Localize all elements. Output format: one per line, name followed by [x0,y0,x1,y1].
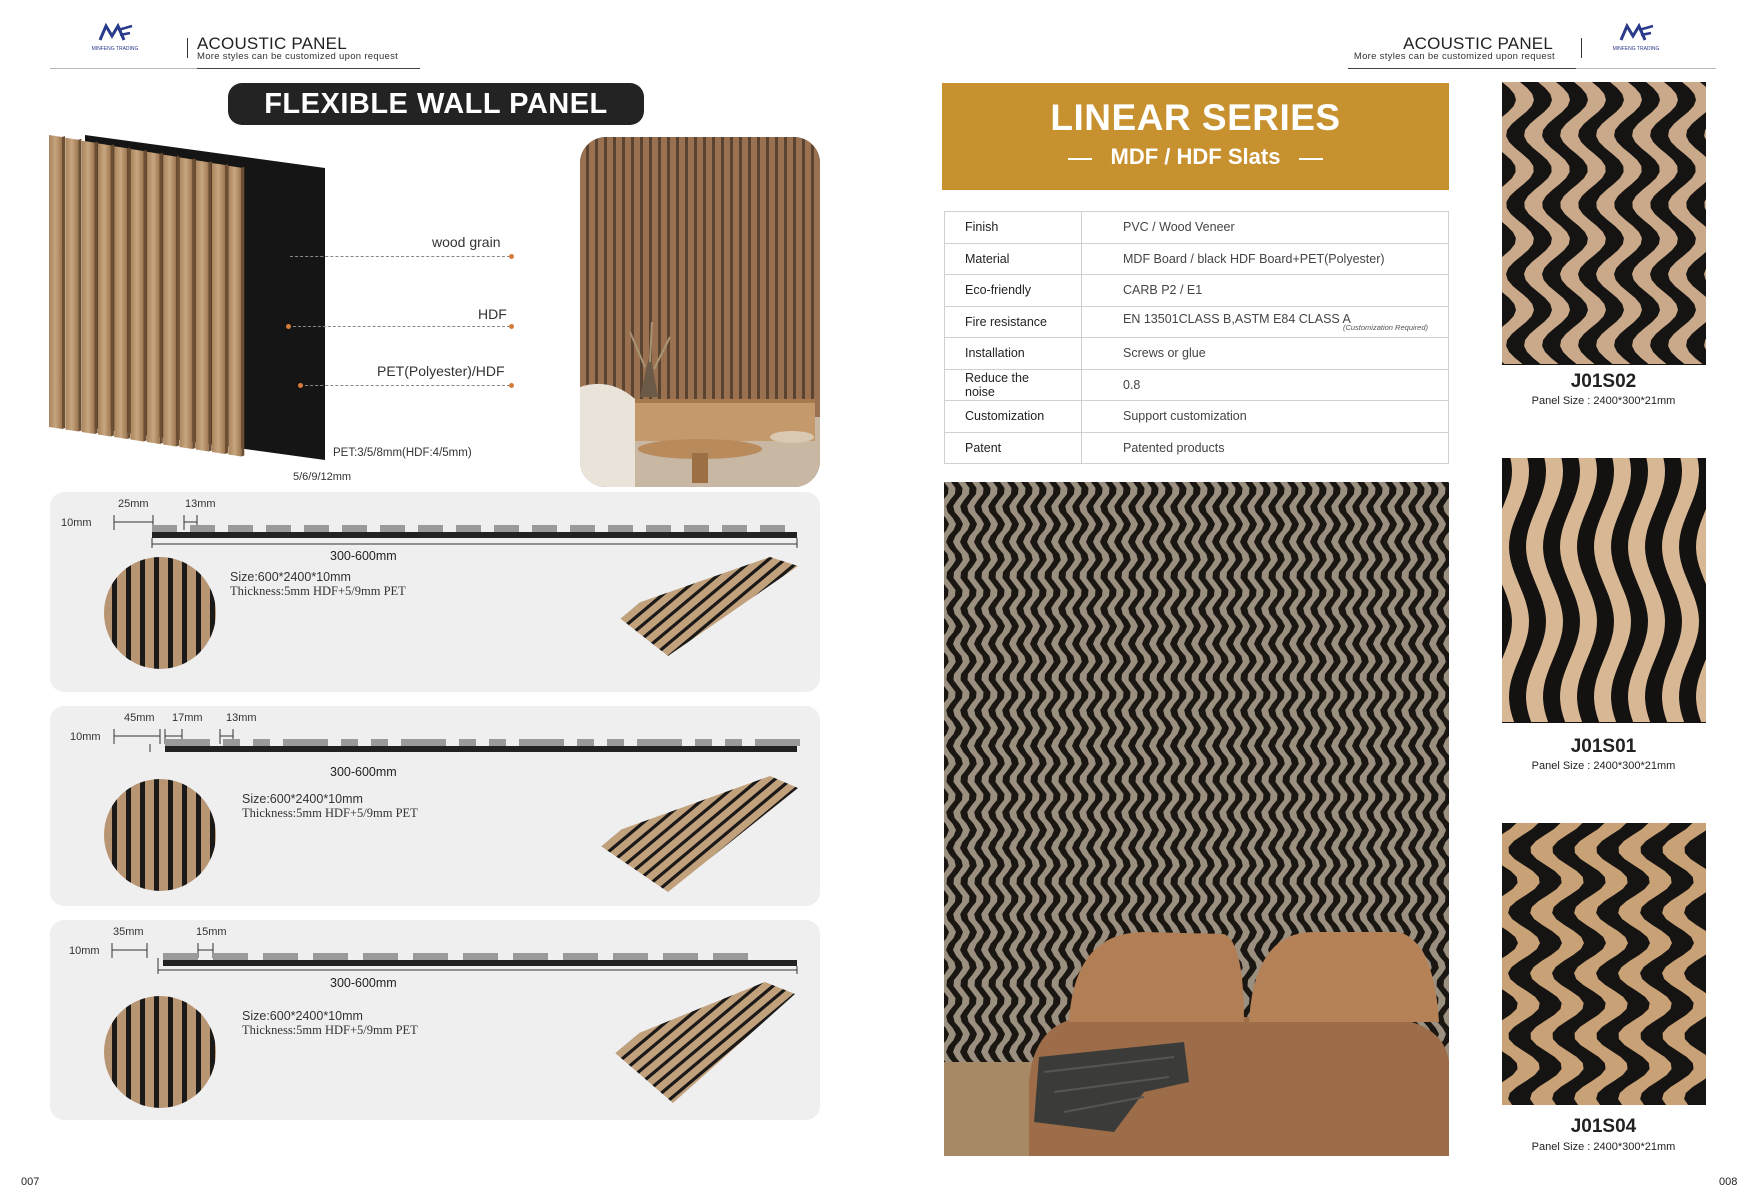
header-rule-accent [1348,68,1576,69]
spec-key: Material [945,243,1082,275]
panel-perspective [605,978,800,1108]
wood-slat-edge [209,161,212,451]
label-pet-thickness: PET:3/5/8mm(HDF:4/5mm) [333,447,472,459]
range-label: 300-600mm [330,765,397,779]
profile-slat [341,739,358,746]
profile-slat [646,525,671,532]
spec-value [1082,401,1449,433]
leader-dot [509,254,514,259]
series-title: LINEAR SERIES [1050,97,1341,138]
photo-slat [670,137,676,427]
spec-key: Eco-friendly [945,275,1082,307]
profile-slat [304,525,329,532]
product-swatch-j01s02 [1502,82,1706,365]
spec-row [945,306,1449,338]
dim-gap-width: 13mm [185,498,216,510]
wood-slat [196,160,209,451]
profile-slat [283,739,328,746]
spec-value [1082,212,1449,244]
profile-slat [695,739,712,746]
label-hdf: HDF [478,306,507,322]
room-photo [944,482,1449,1156]
profile-slat [607,739,624,746]
photo-slat [688,137,694,427]
dim-slat-width-2: 17mm [172,712,203,724]
profile-slat [760,525,785,532]
spec-value [1082,369,1449,401]
thickness-text: Thickness:5mm HDF+5/9mm PET [242,1023,418,1037]
panel-perspective [590,772,800,897]
photo-slat [607,137,613,427]
slat-detail-circle [103,778,217,892]
profile-slat [613,953,648,960]
product-code: J01S01 [1570,736,1637,757]
dim-slat-width: 35mm [113,926,144,938]
profile-slat [459,739,476,746]
wood-slat-edge [176,156,179,447]
profile-slat [266,525,291,532]
photo-slat [679,137,685,427]
profile-slat [213,953,248,960]
dim-height: 10mm [70,731,101,743]
profile-slat [663,953,698,960]
photo-slat [814,137,820,427]
profile-slat [532,525,557,532]
range-label: 300-600mm [330,976,397,990]
spec-value [1082,243,1449,275]
wood-slat [114,146,127,439]
spec-row [945,432,1449,464]
dim-gap-width: 15mm [196,926,227,938]
profile-slat [401,739,446,746]
wood-slat-edge [144,150,147,442]
spec-key: Fire resistance [945,306,1082,338]
profile-slat [684,525,709,532]
header-divider [1581,38,1582,58]
spec-key: Installation [945,338,1082,370]
spec-value [1082,306,1449,338]
profile-slat [463,953,498,960]
wood-slat [147,152,160,444]
spec-row [945,275,1449,307]
header-title: ACOUSTIC PANEL [1403,34,1553,53]
range-label: 300-600mm [330,549,397,563]
photo-slat [769,137,775,427]
profile-slat [152,525,177,532]
profile-slat [577,739,594,746]
panel-layers-illustration [45,135,335,480]
wood-slat [179,157,192,449]
label-slat-thickness: 5/6/9/12mm [293,471,352,483]
photo-slat [742,137,748,427]
wood-slat [163,155,176,447]
dim-gap-width: 13mm [226,712,257,724]
spec-row [945,369,1449,401]
profile-slat [190,525,215,532]
photo-slat [778,137,784,427]
dim-height: 10mm [69,945,100,957]
header-subtitle: More styles can be customized upon request [197,51,399,62]
profile-slat [313,953,348,960]
header-divider [187,38,188,58]
photo-slat [805,137,811,427]
photo-slat [697,137,703,427]
profile-slat [570,525,595,532]
profile-slat [363,953,398,960]
wood-slat-edge [62,136,65,429]
spec-key: Finish [945,212,1082,244]
profile-cross-section [100,508,800,548]
dim-height: 10mm [61,517,92,529]
logo-text: MINFENG TRADING [1612,46,1660,52]
product-size: Panel Size : 2400*300*21mm [1531,760,1676,772]
spec-row [945,212,1449,244]
profile-slat [489,739,506,746]
product-swatch-j01s01 [1502,458,1706,723]
leader-dot [509,383,514,388]
spec-table [944,211,1449,464]
banner-dash [1299,158,1323,160]
spec-value-text: Patented products [1123,440,1225,455]
photo-slat [751,137,757,427]
page-number: 007 [21,1176,40,1188]
profile-slat [713,953,748,960]
size-text: Size:600*2400*10mm [242,792,363,806]
product-code: J01S02 [1570,371,1637,392]
spec-key: Customization [945,401,1082,433]
profile-slat [228,525,253,532]
photo-slat [787,137,793,427]
leader-dot [286,324,291,329]
brand-logo [70,18,160,54]
label-wood-grain: wood grain [432,234,501,250]
size-text: Size:600*2400*10mm [230,570,351,584]
wood-slat-edge [225,164,228,454]
product-code: J01S04 [1570,1116,1637,1137]
header-subtitle: More styles can be customized upon request [1353,51,1555,62]
profile-slat [725,739,742,746]
product-size: Panel Size : 2400*300*21mm [1531,1141,1676,1153]
wood-slat [98,143,111,436]
leader-wood-grain [290,256,510,257]
label-pet: PET(Polyester)/HDF [377,363,505,379]
profile-card-3 [50,920,820,1120]
wood-slat [212,163,225,454]
leader-dot [298,383,303,388]
wood-slat [228,166,241,457]
photo-slat [733,137,739,427]
wood-slat-edge [241,167,244,457]
profile-slat [263,953,298,960]
leader-dot [509,324,514,329]
profile-slat [163,953,198,960]
spec-key: Patent [945,432,1082,464]
spec-note: (Customization Required) [1342,322,1428,332]
profile-slat [519,739,564,746]
header-rule-accent [197,68,420,69]
spec-value-text: MDF Board / black HDF Board+PET(Polyester) [1123,251,1385,266]
profile-slat [165,739,210,746]
profile-slat [722,525,747,532]
right-page [881,0,1762,1203]
wood-slat [49,135,62,429]
interior-photo [580,137,820,487]
photo-slat [661,137,667,427]
wood-slat-edge [192,158,195,449]
spec-value-text: EN 13501CLASS B,ASTM E84 CLASS A [1123,311,1351,326]
photo-slat [634,137,640,427]
profile-slat [637,739,682,746]
profile-slat [253,739,270,746]
spec-value-text: CARB P2 / E1 [1123,283,1203,298]
leader-hdf [288,326,510,327]
dim-slat-width: 45mm [124,712,155,724]
profile-slat [608,525,633,532]
wood-slat-edge [111,144,114,436]
photo-slat [616,137,622,427]
profile-slat [342,525,367,532]
dim-slat-width: 25mm [118,498,149,510]
spec-value-text: Support customization [1123,409,1247,424]
profile-slat [223,739,240,746]
product-swatch-j01s04 [1502,823,1706,1105]
spec-value-text: 0.8 [1123,377,1141,392]
leader-pet [300,385,510,386]
profile-slat [494,525,519,532]
profile-slat [456,525,481,532]
wood-slat [82,141,95,434]
wood-slat-edge [160,153,163,444]
profile-cross-section [100,936,800,976]
spec-value-text: PVC / Wood Veneer [1123,220,1235,235]
profile-card-2 [50,706,820,906]
section-banner: FLEXIBLE WALL PANEL [228,83,644,125]
page-number: 008 [1719,1176,1738,1188]
slat-detail-circle [103,995,217,1109]
photo-slat [724,137,730,427]
thickness-text: Thickness:5mm HDF+5/9mm PET [230,584,406,598]
profile-slat [380,525,405,532]
photo-slat [796,137,802,427]
panel-perspective [610,552,800,662]
spec-value-text: Screws or glue [1123,346,1206,361]
photo-slat [598,137,604,427]
brand-logo [1591,18,1681,54]
profile-slat [413,953,448,960]
series-banner [942,83,1449,190]
spec-key: Reduce the noise [945,369,1082,401]
profile-slat [418,525,443,532]
spec-row [945,243,1449,275]
spec-row [945,401,1449,433]
photo-slat [625,137,631,427]
profile-slat [513,953,548,960]
thickness-text: Thickness:5mm HDF+5/9mm PET [242,806,418,820]
photo-slat [580,137,586,427]
slat-detail-circle [103,556,217,670]
size-text: Size:600*2400*10mm [242,1009,363,1023]
wood-slat [65,138,78,432]
logo-text: MINFENG TRADING [91,46,139,52]
wood-slat-edge [78,139,81,432]
wood-slat [131,149,144,442]
series-subtitle: MDF / HDF Slats [1110,144,1281,169]
profile-slat [563,953,598,960]
spec-value [1082,338,1449,370]
spec-value [1082,275,1449,307]
photo-slat [589,137,595,427]
photo-slat [760,137,766,427]
profile-slat [371,739,388,746]
photo-slat [715,137,721,427]
spec-value [1082,432,1449,464]
spec-row [945,338,1449,370]
wood-slat-edge [127,147,130,439]
photo-slat [706,137,712,427]
profile-card-1 [50,492,820,692]
profile-slat [755,739,800,746]
header-title: ACOUSTIC PANEL [197,34,347,53]
profile-cross-section [100,722,800,762]
product-size: Panel Size : 2400*300*21mm [1531,395,1676,407]
wood-slat-edge [95,142,98,434]
